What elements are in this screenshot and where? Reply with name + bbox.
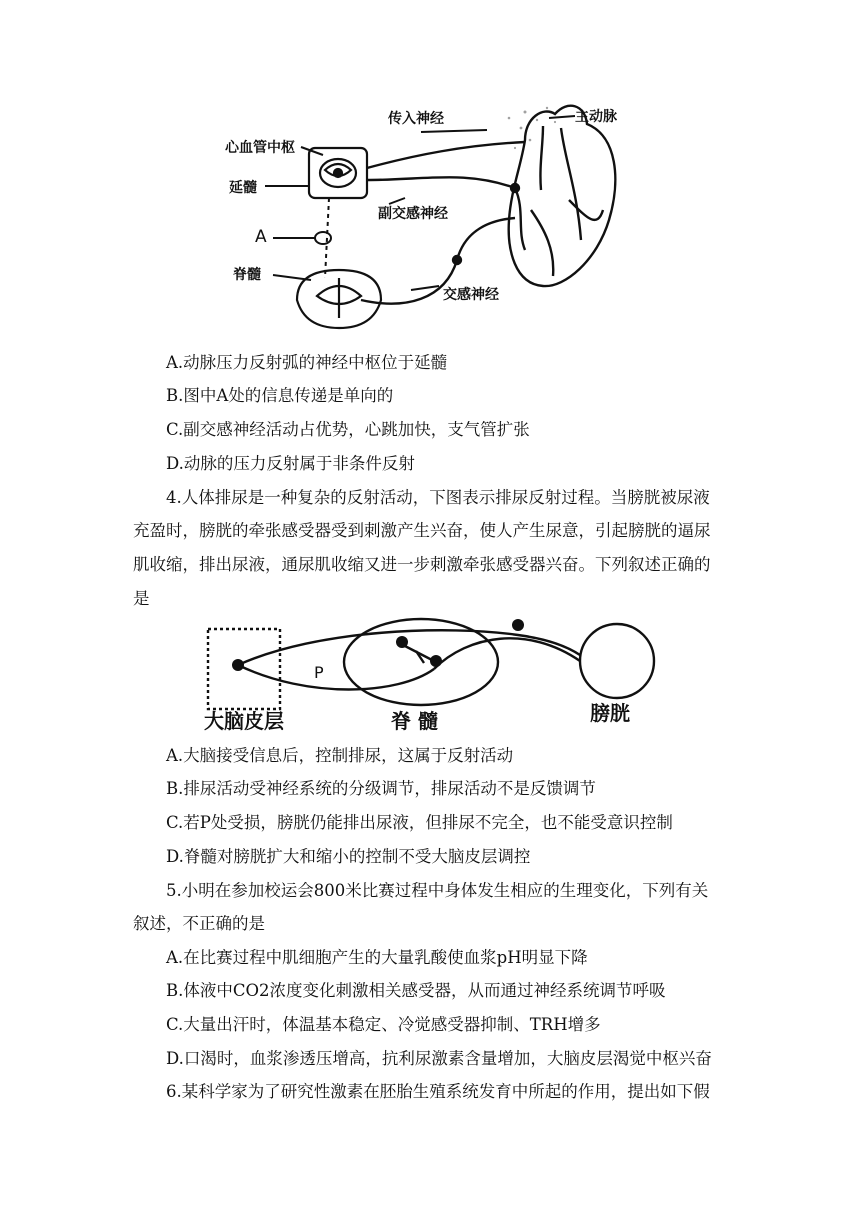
point-a-marker bbox=[273, 232, 331, 244]
q5-option-a: A.在比赛过程中肌细胞产生的大量乳酸使血浆pH明显下降 bbox=[166, 948, 588, 967]
label-cardiovascular-center: 心血管中枢 bbox=[225, 140, 295, 156]
q5-option-d: D.口渴时，血浆渗透压增高，抗利尿激素含量增加，大脑皮层渴觉中枢兴奋 bbox=[166, 1049, 712, 1068]
q4-stem-line-2: 充盈时，膀胱的牵张感受器受到刺激产生兴奋，使人产生尿意，引起膀胱的逼尿 bbox=[133, 521, 711, 540]
q5-option-b: B.体液中CO2浓度变化刺激相关感受器，从而通过神经系统调节呼吸 bbox=[166, 981, 666, 1000]
q4-option-c: C.若P处受损，膀胱仍能排出尿液，但排尿不完全，也不能受意识控制 bbox=[166, 813, 673, 832]
spinal-cord-section bbox=[297, 270, 381, 328]
medulla-section bbox=[309, 148, 367, 198]
label-afferent-nerve: 传入神经 bbox=[388, 111, 444, 127]
heart-drawing bbox=[509, 106, 616, 286]
q4-option-b: B.排尿活动受神经系统的分级调节，排尿活动不是反馈调节 bbox=[166, 779, 596, 798]
urination-reflex-figure bbox=[198, 617, 668, 732]
q3-option-d: D.动脉的压力反射属于非条件反射 bbox=[166, 454, 415, 473]
q4-stem-line-1: 4.人体排尿是一种复杂的反射活动，下图表示排尿反射过程。当膀胱被尿液 bbox=[166, 488, 710, 507]
label-sympathetic-nerve: 交感神经 bbox=[443, 287, 499, 303]
label-aorta: 主动脉 bbox=[575, 109, 617, 125]
q3-option-a: A.动脉压力反射弧的神经中枢位于延髓 bbox=[166, 353, 448, 372]
q4-option-d: D.脊髓对膀胱扩大和缩小的控制不受大脑皮层调控 bbox=[166, 847, 531, 866]
label-p-marker: P bbox=[314, 663, 324, 682]
label-cerebral-cortex: 大脑皮层 bbox=[204, 709, 284, 733]
q4-stem-line-3: 肌收缩，排出尿液，通尿肌收缩又进一步刺激牵张感受器兴奋。下列叙述正确的 bbox=[133, 555, 711, 574]
label-point-a: A bbox=[255, 227, 267, 247]
q5-option-c: C.大量出汗时，体温基本稳定、冷觉感受器抑制、TRH增多 bbox=[166, 1015, 601, 1034]
q4-option-a: A.大脑接受信息后，控制排尿，这属于反射活动 bbox=[166, 746, 514, 765]
q4-stem-line-4: 是 bbox=[133, 589, 150, 608]
label-medulla: 延髓 bbox=[229, 180, 257, 196]
pressure-reflex-figure bbox=[225, 100, 635, 345]
q6-stem-line-1: 6.某科学家为了研究性激素在胚胎生殖系统发育中所起的作用，提出如下假 bbox=[166, 1082, 710, 1101]
q5-stem-line-2: 叙述，不正确的是 bbox=[133, 914, 265, 933]
label-bladder: 膀胱 bbox=[590, 701, 630, 725]
label-parasympathetic-nerve: 副交感神经 bbox=[378, 206, 448, 222]
q3-option-b: B.图中A处的信息传递是单向的 bbox=[166, 386, 394, 405]
q3-option-c: C.副交感神经活动占优势，心跳加快，支气管扩张 bbox=[166, 420, 530, 439]
label-spinal-cord: 脊髓 bbox=[233, 267, 261, 283]
label-spinal-cord-2: 脊 髓 bbox=[391, 709, 438, 733]
q5-stem-line-1: 5.小明在参加校运会800米比赛过程中身体发生相应的生理变化，下列有关 bbox=[166, 881, 709, 900]
